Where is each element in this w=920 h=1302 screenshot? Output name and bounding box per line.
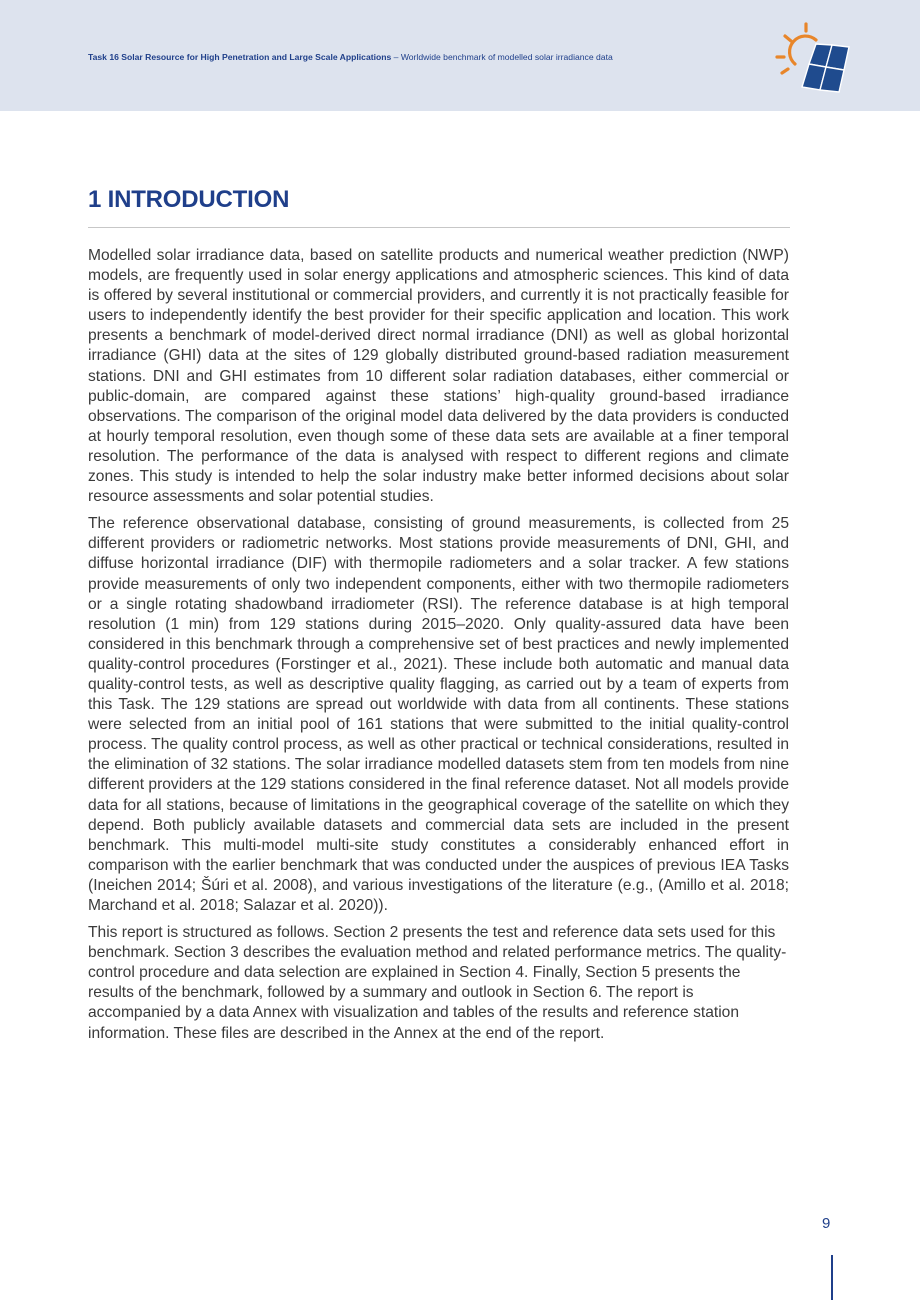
solar-panel [802, 44, 849, 92]
header-task-title: Task 16 Solar Resource for High Penetration and Large Scale Applications [88, 52, 392, 62]
header-subtitle: – Worldwide benchmark of modelled solar irradiance data [391, 52, 613, 62]
paragraph-2: The reference observational database, consisting of ground measurements, is collected from 25 different providers or radiometric networks. Most stations provide measurements of DNI, GHI, and diffuse horizontal irradiance (DIF) with thermopile radiometers and a solar tracker. A few stations provide measurements of only two independent components, either with two thermopile radiometers or a single rotating shadowband irradiometer (RSI). The reference database is at high temporal resolution (1 min) from 129 stations during 2015–2020. Only quality-assured data have been considered in this benchmark through a comprehensive set of best practices and newly implemented quality-control procedures (Forstinger et al., 2021). These include both automatic and manual data quality-control tests, as well as descriptive quality flagging, as carried out by a team of experts from this Task. The 129 stations are spread out worldwide with data from all continents. These stations were selected from an initial pool of 161 stations that were submitted to the initial quality-control process. The quality control process, as well as other practical or technical considerations, resulted in the elimination of 32 stations. The solar irradiance modelled datasets stem from ten models from nine different providers at the 129 stations considered in the final reference dataset. Not all models provide data for all stations, because of limitations in the geographical coverage of the satellite on which they depend. Both publicly available datasets and commercial data sets are included in the present benchmark. This multi-model multi-site study constitutes a considerably enhanced effort in comparison with the earlier benchmark that was conducted under the auspices of previous IEA Tasks (Ineichen 2014; Šúri et al. 2008), and various investigations of the literature (e.g., (Amillo et al. 2018; Marchand et al. 2018; Salazar et al. 2020)). [88, 515, 789, 914]
section-title: 1 INTRODUCTION [88, 186, 290, 213]
page-number-rule [831, 1255, 833, 1300]
paragraph-1: Modelled solar irradiance data, based on satellite products and numerical weather prediction (NWP) models, are frequently used in solar energy applications and atmospheric sciences. This kind of data is offered by several institutional or commercial providers, and currently it is not practically feasible for users to independently identify the best provider for their specific application and location. This work presents a benchmark of model-derived direct normal irradiance (DNI) as well as global horizontal irradiance (GHI) data at the sites of 129 globally distributed ground-based radiation measurement stations. DNI and GHI estimates from 10 different solar radiation databases, either commercial or public-domain, are compared against these stations’ high-quality ground-based irradiance observations. The comparison of the original model data delivered by the data providers is conducted at hourly temporal resolution, even though some of these data sets are available at a finer temporal resolution. The performance of the data is analysed with respect to different regions and climate zones. This study is intended to help the solar industry make better informed decisions about solar resource assessments and solar potential studies. [88, 247, 789, 506]
title-divider [88, 227, 790, 228]
page-number: 9 [822, 1215, 831, 1232]
sun-ray-upper-left [785, 36, 791, 41]
running-header [88, 52, 613, 62]
sun-solar-panel-logo-icon [772, 20, 854, 96]
sun-ray-lower-left [782, 69, 788, 73]
body-text [88, 246, 789, 1051]
paragraph-3: This report is structured as follows. Section 2 presents the test and reference data sets used for this benchmark. Section 3 describes the evaluation method and related performance metrics. The quality-control procedure and data selection are explained in Section 4. Finally, Section 5 presents the results of the benchmark, followed by a summary and outlook in Section 6. The report is accompanied by a data Annex with visualization and tables of the results and reference station information. These files are described in the Annex at the end of the report. [88, 924, 787, 1042]
